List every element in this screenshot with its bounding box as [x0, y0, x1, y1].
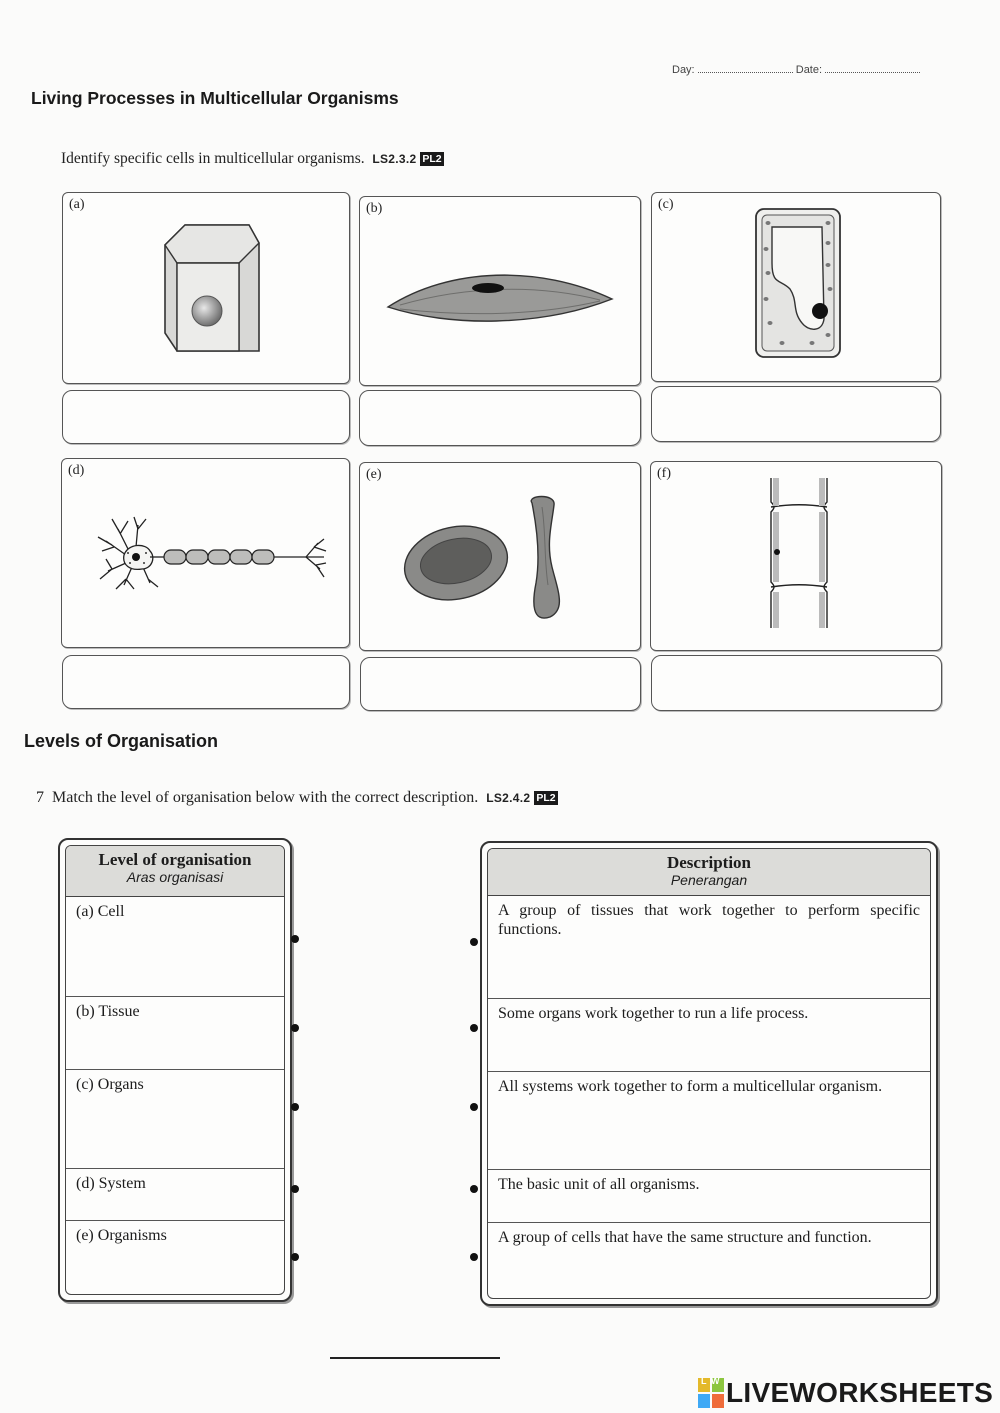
logo-mark-text: LW [701, 1376, 725, 1386]
date-blank [825, 63, 920, 73]
right-match-dot-5[interactable] [470, 1253, 478, 1261]
level-organs: (c) Organs [76, 1076, 144, 1093]
table-row [66, 1220, 284, 1295]
nerve-cell-icon [62, 459, 349, 647]
instruction-text: Identify specific cells in multicellular organisms. [61, 150, 365, 167]
left-table-header [66, 846, 284, 897]
question-7 [36, 789, 558, 807]
day-blank [698, 63, 793, 73]
table-row [66, 996, 284, 1070]
red-blood-cell-icon [360, 463, 640, 650]
description-2: Some organs work together to run a life process. [498, 1005, 809, 1022]
table-row [66, 1168, 284, 1221]
performance-level-badge: PL2 [422, 153, 442, 165]
right-table-header [488, 849, 930, 896]
table-row [488, 1071, 930, 1170]
question-number: 7 [36, 789, 44, 806]
answer-box-f[interactable] [651, 655, 942, 711]
cell-panel-e [359, 462, 641, 651]
section-title-living-processes: Living Processes in Multicellular Organisms [31, 88, 399, 108]
xylem-vessel-icon [651, 462, 941, 650]
right-table-subheading: Penerangan [670, 872, 748, 888]
answer-box-a[interactable] [62, 390, 350, 444]
right-table-heading: Description [666, 853, 752, 872]
right-match-dot-1[interactable] [470, 938, 478, 946]
left-match-dot-a[interactable] [291, 935, 299, 943]
cell-label-b: (b) [366, 201, 383, 216]
cell-label-d: (d) [68, 463, 85, 478]
cell-label-f: (f) [657, 466, 671, 481]
table-row [488, 1169, 930, 1223]
left-match-dot-e[interactable] [291, 1253, 299, 1261]
level-of-organisation-table [58, 838, 292, 1302]
learning-standard-code-2: LS2.4.2 [486, 791, 531, 805]
liveworksheets-logo [698, 1376, 993, 1410]
left-table-heading: Level of organisation [98, 850, 252, 869]
cell-panel-b [359, 196, 641, 386]
day-date-line [672, 63, 920, 76]
date-label: Date: [795, 64, 823, 76]
plant-cell-icon [652, 193, 940, 381]
cell-label-c: (c) [658, 197, 674, 212]
description-4: The basic unit of all organisms. [498, 1176, 700, 1193]
section-title-levels: Levels of Organisation [24, 731, 219, 751]
level-cell: (a) Cell [76, 903, 125, 920]
level-system: (d) System [76, 1175, 146, 1192]
left-match-dot-c[interactable] [291, 1103, 299, 1111]
right-match-dot-2[interactable] [470, 1024, 478, 1032]
day-label: Day: [672, 64, 695, 76]
cell-panel-c [651, 192, 941, 382]
question-text: Match the level of organisation below with the correct description. [52, 789, 479, 806]
performance-level-badge-2: PL2 [536, 792, 556, 804]
smooth-muscle-cell-icon [360, 197, 640, 385]
answer-box-d[interactable] [62, 655, 350, 709]
description-1: A group of tissues that work together to perform specific functions. [498, 902, 920, 938]
table-row [66, 896, 284, 997]
cell-label-a: (a) [69, 197, 85, 212]
cell-panel-f [650, 461, 942, 651]
cell-panel-a [62, 192, 350, 384]
right-match-dot-3[interactable] [470, 1103, 478, 1111]
answer-box-c[interactable] [651, 386, 941, 442]
left-match-dot-b[interactable] [291, 1024, 299, 1032]
table-row [488, 895, 930, 999]
answer-box-b[interactable] [359, 390, 641, 446]
right-match-dot-4[interactable] [470, 1185, 478, 1193]
instruction-identify-cells [61, 150, 444, 168]
table-row [66, 1069, 284, 1169]
description-5: A group of cells that have the same structure and function. [498, 1229, 872, 1246]
logo-text: LIVEWORKSHEETS [726, 1377, 994, 1408]
left-match-dot-d[interactable] [291, 1185, 299, 1193]
description-3: All systems work together to form a multicellular organism. [498, 1078, 883, 1095]
bottom-divider [330, 1357, 500, 1359]
table-row [488, 1222, 930, 1299]
learning-standard-code: LS2.3.2 [372, 152, 417, 166]
level-tissue: (b) Tissue [76, 1003, 140, 1020]
left-table-subheading: Aras organisasi [126, 869, 224, 885]
level-organisms: (e) Organisms [76, 1227, 167, 1244]
description-table [480, 841, 938, 1306]
hexagonal-cell-icon [63, 193, 349, 383]
cell-panel-d [61, 458, 350, 648]
answer-box-e[interactable] [360, 657, 641, 711]
cell-label-e: (e) [366, 467, 382, 482]
table-row [488, 998, 930, 1072]
